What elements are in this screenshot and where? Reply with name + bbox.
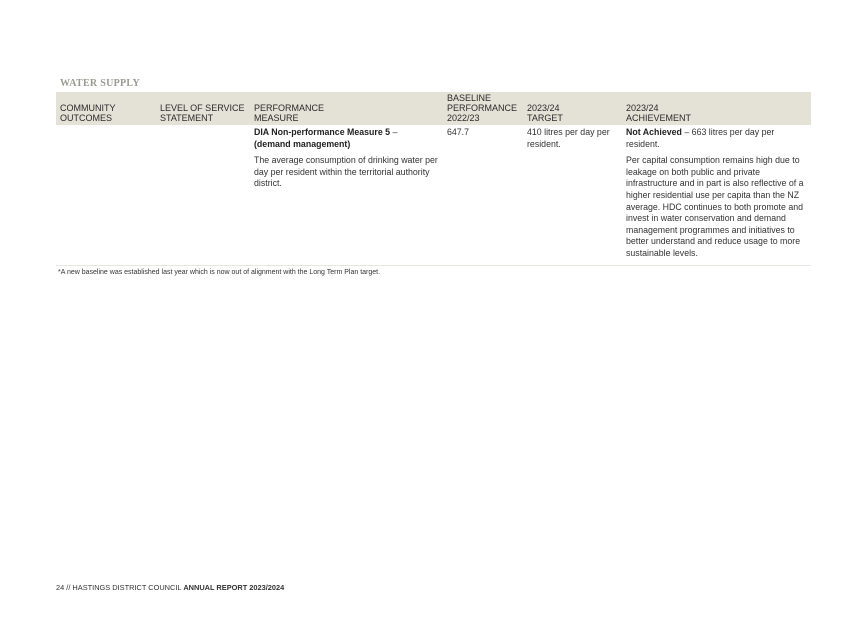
- measure-heading: [254, 127, 444, 139]
- achievement-commentary: Per capital consumption remains high due to leakage on both public and private infrastructure and in part is also reflective of a higher residential use per capita than the NZ average. HDC continues to both promote and invest in water conservation and demand management programmes and initiatives to better understand and reduce usage to more sustainable levels.: [626, 155, 804, 258]
- footer-prefix: 24 // HASTINGS DISTRICT COUNCIL: [56, 583, 184, 592]
- table-header: [56, 92, 811, 125]
- measure-subtitle: (demand management): [254, 138, 351, 149]
- header-performance-measure: PERFORMANCE MEASURE: [254, 103, 325, 123]
- footnote: *A new baseline was established last year which is now out of alignment with the Long Term Plan target.: [58, 269, 381, 276]
- performance-table: [56, 92, 811, 266]
- page-footer: [56, 583, 284, 592]
- measure-description: The average consumption of drinking water per day per resident within the territorial authority district.: [254, 155, 438, 189]
- baseline-value: 647.7: [447, 127, 470, 137]
- header-target: 2023/24 TARGET: [527, 103, 563, 123]
- section-title: WATER SUPPLY: [60, 78, 141, 89]
- achievement-cell: [626, 127, 809, 260]
- achievement-status: Not Achieved: [626, 127, 682, 137]
- table-row: [56, 125, 811, 266]
- measure-title: DIA Non-performance Measure 5: [254, 127, 391, 137]
- performance-measure-cell: [254, 127, 444, 190]
- measure-title-suffix: –: [390, 127, 398, 137]
- achievement-line: [626, 127, 809, 150]
- header-achievement: 2023/24 ACHIEVEMENT: [626, 103, 692, 123]
- header-level-of-service: LEVEL OF SERVICE STATEMENT: [160, 103, 245, 123]
- header-community-outcomes: COMMUNITY OUTCOMES: [60, 103, 116, 123]
- header-baseline: BASELINE PERFORMANCE 2022/23: [447, 93, 518, 123]
- footer-report-title: ANNUAL REPORT 2023/2024: [183, 583, 285, 592]
- target-value: 410 litres per day per resident.: [527, 127, 610, 149]
- achievement-summary: – 663 litres per day per resident.: [626, 127, 775, 149]
